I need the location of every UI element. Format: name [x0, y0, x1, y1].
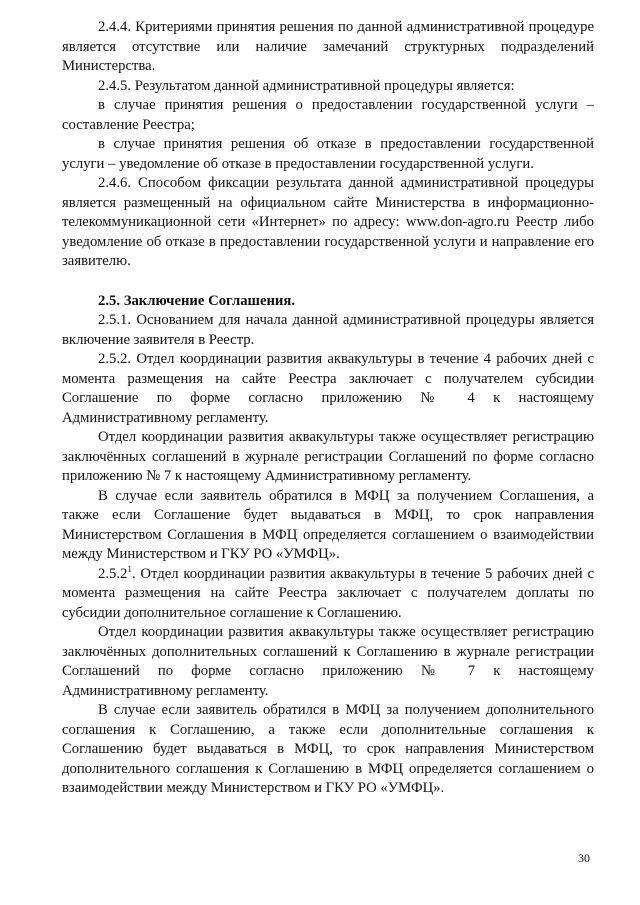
paragraph-additional-mfc: В случае если заявитель обратился в МФЦ за получением дополнительного соглашения к Соглашению, а также если дополнительные соглашения к Соглашению будет выдаваться в МФЦ, то срок направления Министерством дополнительного соглашения к Соглашению в МФЦ определяется соглашением о взаимодействии между Министерством и ГКУ РО «УМФЦ». — [62, 702, 594, 796]
paragraph-2-4-6: 2.4.6. Способом фиксации результата данной административной процедуры является размещенный на официальном сайте Министерства в информационно-телекоммуникационной сети «Интернет» по адресу: www.don-agro.ru Реестр либо уведомление об отказе в предоставлении государственной услуги и направление его заявителю. — [62, 175, 594, 269]
paragraph-2-4-5: 2.4.5. Результатом данной административной процедуры является: — [98, 77, 515, 94]
paragraph-registration: Отдел координации развития аквакультуры также осуществляет регистрацию заключённых соглашений в журнале регистрации Соглашений по форме согласно приложению № 7 к настоящему Административному регламенту. — [62, 429, 594, 484]
clause-number: 2.5.2 — [98, 565, 128, 582]
paragraph-mfc: В случае если заявитель обратился в МФЦ за получением Соглашения, а также если Соглашение будет выдаваться в МФЦ, то срок направления Министерством Соглашения в МФЦ определяется соглашением о взаимодействии между Министерством и ГКУ РО «УМФЦ». — [62, 487, 594, 562]
paragraph-result-approval: в случае принятия решения о предоставлении государственной услуги – составление Реестра; — [62, 97, 594, 133]
paragraph-2-4-4: 2.4.4. Критериями принятия решения по данной административной процедуре является отсутствие или наличие замечаний структурных подразделений Министерства. — [62, 19, 594, 74]
document-page — [62, 18, 594, 799]
section-heading: 2.5. Заключение Соглашения. — [98, 292, 296, 309]
paragraph-additional-registration: Отдел координации развития аквакультуры также осуществляет регистрацию заключённых дополнительных соглашений к Соглашению в журнале регистрации Соглашений по форме согласно приложению № 7 к настоящему Административному регламенту. — [62, 624, 594, 699]
clause-superscript: 1 — [127, 563, 132, 574]
paragraph-result-refusal: в случае принятия решения об отказе в предоставлении государственной услуги – уведомление об отказе в предоставлении государственной услуги. — [62, 136, 594, 172]
paragraph-2-5-2-1 — [62, 565, 594, 624]
paragraph-2-5-1: 2.5.1. Основанием для начала данной административной процедуры является включение заявителя в Реестр. — [62, 312, 594, 348]
clause-text: . Отдел координации развития аквакультуры в течение 5 рабочих дней с момента размещения на сайте Реестра заключает с получателем доплаты по субсидии дополнительное соглашение к Соглашению. — [62, 565, 594, 621]
page-number: 30 — [578, 851, 590, 865]
paragraph-2-5-2: 2.5.2. Отдел координации развития аквакультуры в течение 4 рабочих дней с момента размещения на сайте Реестра заключает с получателем субсидии Соглашение по форме согласно приложению № 4 к настоящему Административному регламенту. — [62, 351, 594, 426]
